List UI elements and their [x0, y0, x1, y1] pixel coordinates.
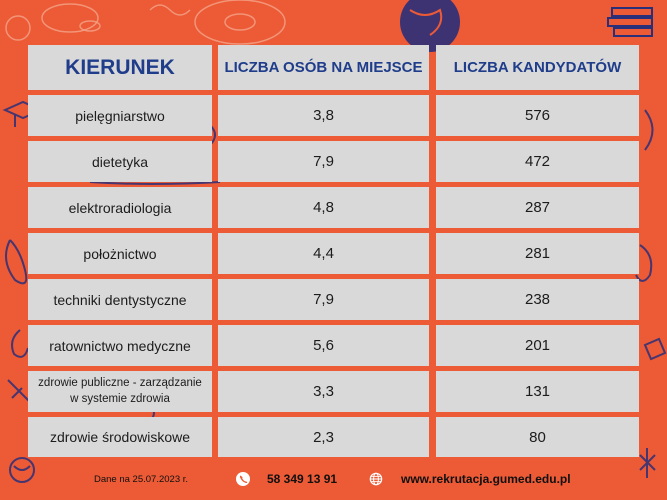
row-5-osob-na-miejsce: 7,9 [218, 279, 429, 320]
row-8-kandydatow: 80 [436, 417, 639, 457]
website-link[interactable]: www.rekrutacja.gumed.edu.pl [401, 472, 571, 486]
row-5-kandydatow: 238 [436, 279, 639, 320]
row-7-kandydatow: 131 [436, 371, 639, 412]
row-3-kandydatow: 287 [436, 187, 639, 228]
row-1-osob-na-miejsce: 3,8 [218, 95, 429, 136]
row-1-kierunek: pielęgniarstwo [28, 95, 212, 136]
date-note: Dane na 25.07.2023 r. [94, 473, 189, 485]
row-8-osob-na-miejsce: 2,3 [218, 417, 429, 457]
row-2-kierunek: dietetyka [28, 141, 212, 182]
row-2-kandydatow: 472 [436, 141, 639, 182]
row-1-kandydatow: 576 [436, 95, 639, 136]
row-6-osob-na-miejsce: 5,6 [218, 325, 429, 366]
row-2-osob-na-miejsce: 7,9 [218, 141, 429, 182]
row-4-kandydatow: 281 [436, 233, 639, 274]
row-8-kierunek: zdrowie środowiskowe [28, 417, 212, 457]
row-7-kierunek: zdrowie publiczne - zarządzanie w systemie zdrowia [28, 371, 212, 412]
row-6-kierunek: ratownictwo medyczne [28, 325, 212, 366]
column-header-kandydatow: LICZBA KANDYDATÓW [436, 45, 639, 90]
row-3-kierunek: elektroradiologia [28, 187, 212, 228]
row-3-osob-na-miejsce: 4,8 [218, 187, 429, 228]
row-5-kierunek: techniki dentystyczne [28, 279, 212, 320]
row-6-kandydatow: 201 [436, 325, 639, 366]
phone-number[interactable]: 58 349 13 91 [267, 472, 338, 486]
column-header-kierunek: KIERUNEK [28, 45, 212, 90]
footer-website[interactable] [369, 468, 571, 490]
footer-date [94, 468, 188, 490]
row-4-kierunek: położnictwo [28, 233, 212, 274]
footer-phone[interactable] [236, 468, 337, 490]
phone-icon [236, 472, 250, 486]
row-7-osob-na-miejsce: 3,3 [218, 371, 429, 412]
row-4-osob-na-miejsce: 4,4 [218, 233, 429, 274]
column-header-osob-na-miejsce: LICZBA OSÓB NA MIEJSCE [218, 45, 429, 90]
globe-icon [369, 472, 383, 486]
